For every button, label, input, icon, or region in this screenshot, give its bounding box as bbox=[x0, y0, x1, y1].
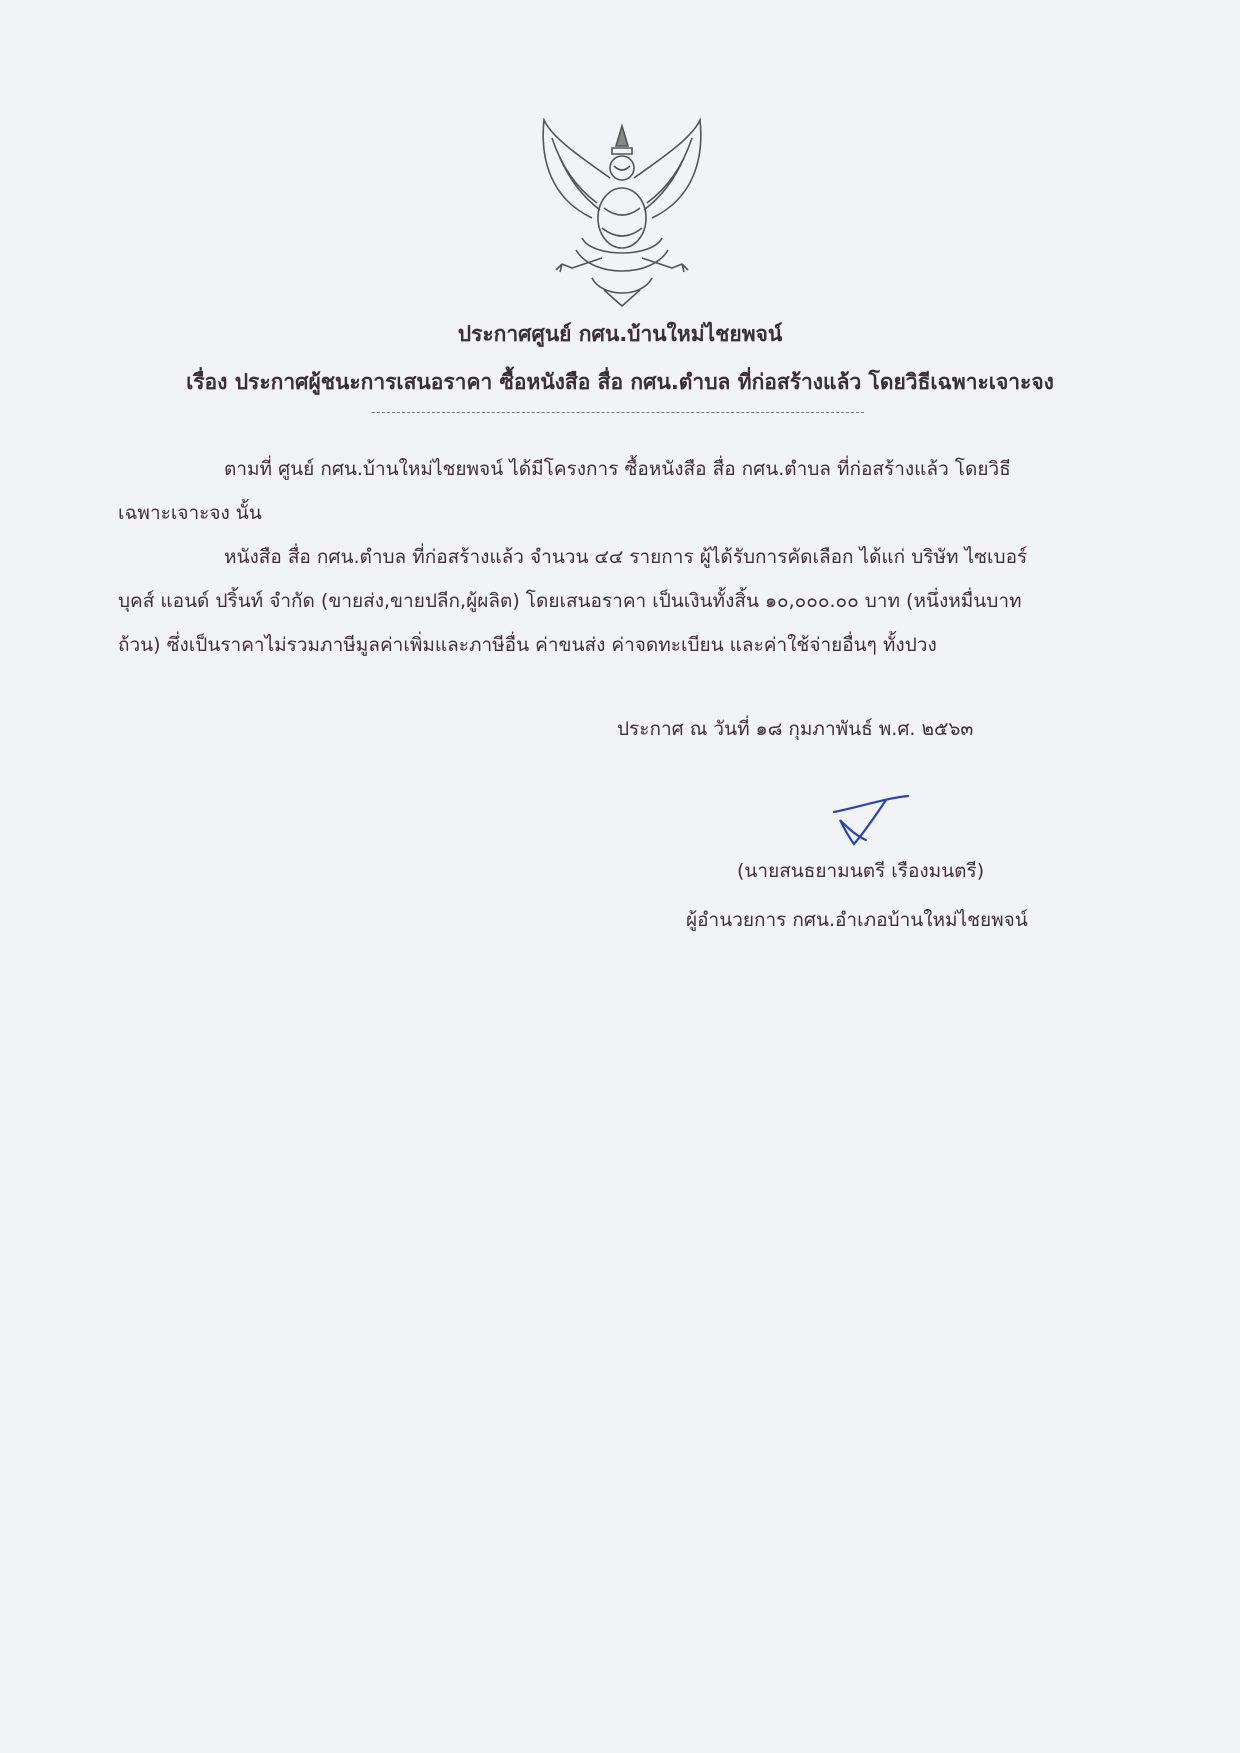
body-line-5: ถ้วน) ซึ่งเป็นราคาไม่รวมภาษีมูลค่าเพิ่มและภาษีอื่น ค่าขนส่ง ค่าจดทะเบียน และค่าใช้จ่ายอื่นๆ ทั้งปวง bbox=[118, 634, 937, 656]
announcement-title: ประกาศศูนย์ กศน.บ้านใหม่ไชยพจน์ bbox=[457, 322, 783, 346]
body-line-4: บุคส์ แอนด์ ปริ้นท์ จำกัด (ขายส่ง,ขายปลีก,ผู้ผลิต) โดยเสนอราคา เป็นเงินทั้งสิ้น ๑๐,๐๐๐.๐๐ บาท (หนึ่งหมื่นบาท bbox=[118, 590, 1022, 612]
body-line-3: หนังสือ สื่อ กศน.ตำบล ที่ก่อสร้างแล้ว จำนวน ๔๔ รายการ ผู้ได้รับการคัดเลือก ได้แก่ บริษัท ไซเบอร์ bbox=[224, 546, 1028, 568]
body-line-1: ตามที่ ศูนย์ กศน.บ้านใหม่ไชยพจน์ ได้มีโครงการ ซื้อหนังสือ สื่อ กศน.ตำบล ที่ก่อสร้างแล้ว โดยวิธี bbox=[224, 458, 1011, 480]
signature-icon bbox=[826, 790, 926, 850]
announcement-date: ประกาศ ณ วันที่ ๑๘ กุมภาพันธ์ พ.ศ. ๒๕๖๓ bbox=[617, 718, 974, 740]
announcement-subject: เรื่อง ประกาศผู้ชนะการเสนอราคา ซื้อหนังสือ สื่อ กศน.ตำบล ที่ก่อสร้างแล้ว โดยวิธีเฉพาะเจาะจง bbox=[186, 370, 1054, 394]
signer-position: ผู้อำนวยการ กศน.อำเภอบ้านใหม่ไชยพจน์ bbox=[686, 909, 1028, 931]
title-divider bbox=[372, 412, 864, 413]
signer-name: (นายสนธยามนตรี เรืองมนตรี) bbox=[737, 860, 985, 882]
garuda-emblem-icon bbox=[532, 118, 712, 308]
body-line-2: เฉพาะเจาะจง นั้น bbox=[118, 502, 262, 524]
